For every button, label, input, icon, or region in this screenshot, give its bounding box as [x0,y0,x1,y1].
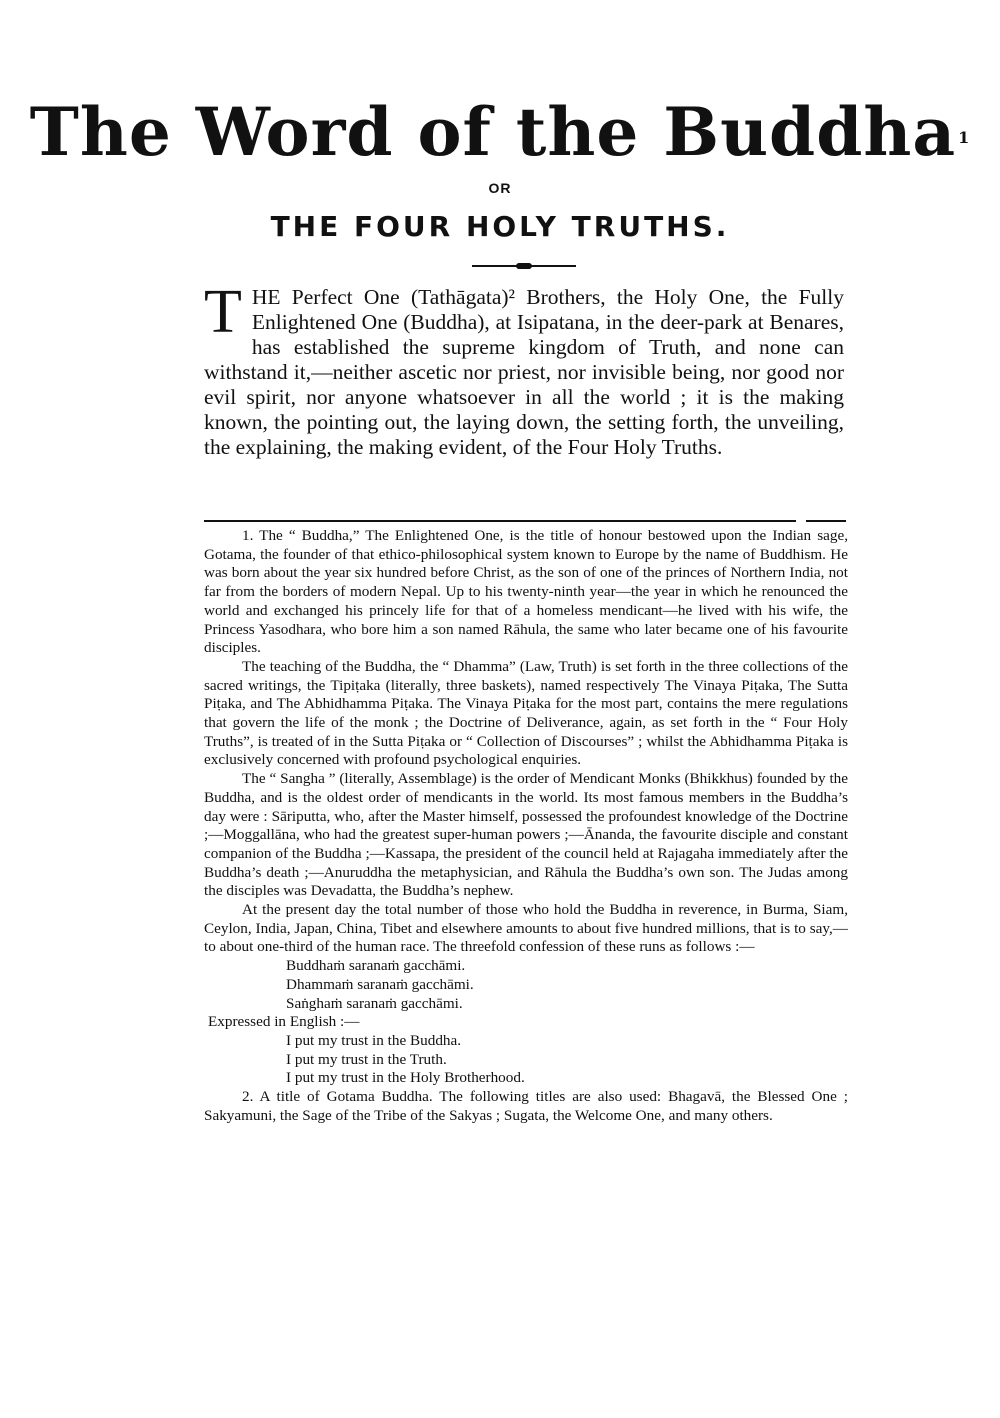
footnote-1-para-3: The “ Sangha ” (literally, Assemblage) is the order of Mendicant Monks (Bhikkhus) founded by the Buddha, and is the oldest order of mendicants in the world. Its most famous members in the Buddha’s day were : Sāriputta, who, after the Master himself, possessed the profoundest knowledge of the Doctrine ;—Moggallāna, who had the greatest super-human powers ;—Ānanda, the favourite disciple and constant companion of the Buddha ;—Kassapa, the president of the council held at Rajagaha immediately after the Buddha’s death ;—Anuruddha the metaphysician, and Rāhula the Buddha’s own son. The Judas among the disciples was Devadatta, the Buddha’s nephew. [204,770,848,900]
page-title [0,92,1000,172]
footnote-2: 2. A title of Gotama Buddha. The following titles are also used: Bhagavā, the Blessed One ; Sakyamuni, the Sage of the Tribe of the Sakyas ; Sugata, the Welcome One, and many others. [204,1088,848,1124]
pali-verse: Buddhaṁ saranaṁ gacchāmi. [286,957,466,975]
pali-verse: Dhammaṁ saranaṁ gacchāmi. [286,975,474,993]
drop-cap: T [204,278,242,346]
footnote-rule-right [806,520,846,522]
expressed-label: Expressed in English :— [208,1013,360,1031]
main-text [204,278,844,460]
footnote-rule [204,520,846,522]
footnote-rule-left [204,520,796,522]
title-text: The Word of the Buddha [29,93,957,171]
pali-verse: Saṅghaṁ saranaṁ gacchāmi. [286,994,463,1012]
title-footnote-ref: 1 [958,128,971,147]
footnotes [204,527,848,1126]
ornament-dot [516,263,532,269]
english-verse: I put my trust in the Truth. [286,1050,447,1068]
ornament-divider [472,264,576,268]
english-verse: I put my trust in the Buddha. [286,1031,462,1049]
page-subtitle: THE FOUR HOLY TRUTHS. [270,210,730,243]
english-verse: I put my trust in the Holy Brotherhood. [286,1069,525,1087]
footnote-1-para-2: The teaching of the Buddha, the “ Dhamma” (Law, Truth) is set forth in the three collections of the sacred writings, the Tipiṭaka (literally, three baskets), named respectively The Vinaya Piṭaka, The Sutta Piṭaka, and The Abhidhamma Piṭaka. The Vinaya Piṭaka for the most part, contains the mere regulations that govern the life of the monk ; the Doctrine of Deliverance, again, as set forth in the “ Four Holy Truths”, is treated of in the Sutta Piṭaka or “ Collection of Discourses” ; whilst the Abhidhamma Piṭaka is exclusively concerned with profound psychological enquiries. [204,657,848,769]
main-paragraph-text: HE Perfect One (Tathāgata)² Brothers, the Holy One, the Fully Enlightened One (Buddha), at Isipatana, in the deer-park at Benares, has established the supreme kingdom of Truth, and none can withstand it,—neither ascetic nor priest, nor invisible being, nor good nor evil spirit, nor anyone whatsoever in all the world ; it is the making known, the pointing out, the laying down, the setting forth, the unveiling, the explaining, the making evident, of the Four Holy Truths. [204,285,844,459]
footnote-1-para-1: 1. The “ Buddha,” The Enlightened One, is the title of honour bestowed upon the Indian sage, Gotama, the founder of that ethico-philosophical system known to Europe by the name of Buddhism. He was born about the year six hundred before Christ, as the son of one of the princes of Northern India, not far from the borders of modern Nepal. Up to his twenty-ninth year—the year in which he renounced the world and exchanged his princely life for that of a homeless mendicant—he lived with his wife, the Princess Yasodhara, who bore him a son named Rāhula, the same who later became one of his favourite disciples. [204,527,848,657]
footnote-1-para-4: At the present day the total number of those who hold the Buddha in reverence, in Burma, Siam, Ceylon, India, Japan, China, Tibet and elsewhere amounts to about five hundred millions, that is to say,—to about one-third of the human race. The threefold confession of these runs as follows :— [204,901,848,956]
main-paragraph [204,278,844,460]
or-separator: OR [488,180,512,196]
